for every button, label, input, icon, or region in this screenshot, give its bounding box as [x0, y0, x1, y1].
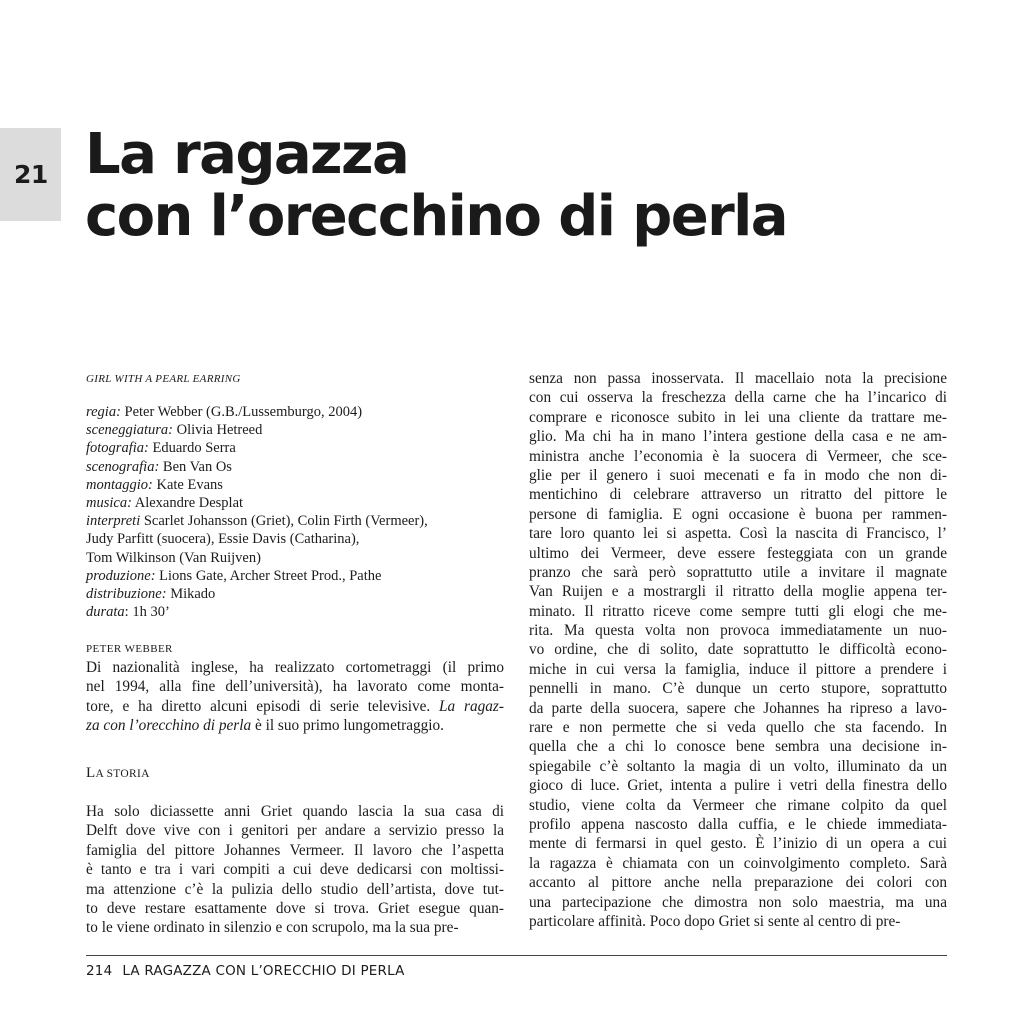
running-title: LA RAGAZZA CON L’ORECCHIO DI PERLA [122, 963, 405, 979]
text-line: miche in cui versa la famiglia, induce il pittore a prendere i [529, 660, 947, 678]
credit-role: montaggio: [86, 476, 153, 493]
page-number: 214 [86, 963, 113, 979]
credit-value: Kate Evans [152, 476, 223, 493]
bio-line: za con l’orecchino di perla è il suo primo lungometraggio. [86, 717, 445, 735]
text-line: ma attenzione c’è la pulizia dello studio dell’artista, dove tut- [86, 880, 504, 898]
title-line-2: con l’orecchino di perla [85, 184, 787, 249]
credit-line [86, 476, 516, 494]
text-line: Van Ruijen e a mostrargli il ritratto della moglie appena ter- [529, 583, 947, 601]
bio-line: nel 1994, alla fine dell’università), ha lavorato come monta- [86, 678, 504, 696]
credit-role: produzione: [86, 567, 156, 584]
story-text-right [529, 369, 947, 931]
text-line: Ha solo diciassette anni Griet quando lascia la sua casa di [86, 803, 504, 820]
credit-value: Lions Gate, Archer Street Prod., Pathe [155, 567, 382, 584]
credit-value: Scarlet Johansson (Griet), Colin Firth (Vermeer), [140, 513, 428, 530]
text-line: glie per il genero i suoi mecenati e fa in modo che non di- [529, 466, 947, 484]
footer-divider [86, 955, 947, 956]
text-line: rare e non permette che si veda quello che sta facendo. In [529, 719, 947, 737]
text-line: ultimo dei Vermeer, deve essere festeggiata con un grande [529, 544, 947, 562]
director-bio [86, 658, 504, 736]
text-line: particolare affinità. Poco dopo Griet si sente al centro di pre- [529, 912, 901, 930]
credit-role: interpreti [86, 513, 141, 530]
director-heading: PETER WEBBER [86, 643, 173, 655]
credit-line [86, 494, 516, 512]
credit-line [86, 403, 516, 421]
text-line: famiglia del pittore Johannes Vermeer. Il lavoro che l’aspetta [86, 841, 504, 859]
chapter-number: 21 [14, 160, 48, 189]
credit-value: Eduardo Serra [148, 440, 236, 457]
text-line: da parte della suocera, sapere che Johannes ha ripreso a lavo- [529, 699, 947, 717]
text-line: con cui osserva la freschezza della carne che ha l’incarico di [529, 389, 947, 407]
credit-role: musica: [86, 495, 132, 512]
credit-value: Mikado [166, 586, 216, 603]
credit-value: Peter Webber (G.B./Lussemburgo, 2004) [120, 404, 363, 420]
text-line: studio, viene colta da Vermeer che rimane colpito da quel [529, 796, 947, 814]
bio-line: Di nazionalità inglese, ha realizzato cortometraggi (il primo [86, 659, 504, 676]
credit-role: durata [86, 604, 125, 621]
title-line-1: La ragazza [85, 122, 409, 187]
text-line: pranzo che sarà però soprattutto utile a invitare il magnate [529, 563, 947, 581]
credit-role: scenografia: [86, 458, 160, 475]
story-heading: LA STORIA [86, 765, 150, 781]
text-line: quella che a chi lo conosce bene sembra una decisione in- [529, 738, 947, 756]
story-text-left [86, 802, 504, 938]
text-line: pennelli in mano. C’è dunque un certo stupore, soprattutto [529, 680, 947, 698]
credit-value: : 1h 30’ [124, 604, 170, 621]
text-line: è tanto e tra i vari compiti a cui deve dedicarsi con moltissi- [86, 861, 504, 879]
text-line: to le viene ordinato in silenzio e con scrupolo, ma la sua pre- [86, 919, 459, 937]
text-line: Delft dove vive con i genitori per andare a servizio presso la [86, 822, 504, 840]
credit-line [86, 530, 516, 548]
text-line: mentichino di celebrare attraverso un ritratto del pittore le [529, 486, 947, 504]
credit-value: Alexandre Desplat [131, 495, 244, 512]
text-line: minato. Il ritratto riceve come sempre tutti gli elogi che me- [529, 602, 947, 620]
text-line: ministra anche l’economia è la suocera di Vermeer, che sce- [529, 447, 947, 465]
credit-role: sceneggiatura: [86, 422, 173, 439]
credit-line [86, 567, 516, 585]
credit-line [86, 549, 516, 567]
text-line: rita. Ma questa volta non provoca immediatamente un nuo- [529, 622, 947, 640]
text-line: accanto al pittore anche nella preparazione dei colori con [529, 874, 947, 892]
running-footer [86, 963, 405, 979]
text-line: la ragazza è chiamata con un coinvolgimento completo. Sarà [529, 854, 947, 872]
original-title: GIRL WITH A PEARL EARRING [86, 373, 241, 385]
credit-value: Ben Van Os [159, 458, 232, 475]
text-line: profilo appena nascosto dalla cuffia, e le chiede immediata- [529, 815, 947, 833]
credit-line [86, 439, 516, 457]
credit-line [86, 512, 516, 530]
text-line: vo ordine, che di solito, date soprattutto le difficoltà econo- [529, 641, 947, 659]
credit-role: distribuzione: [86, 586, 167, 603]
text-line: comprare e riconosce subito in lei una cliente da trattare me- [529, 408, 947, 426]
credit-line [86, 585, 516, 603]
text-line: tare loro quanto lei si aspetta. Così la nascita di Francisco, l’ [529, 525, 947, 543]
text-line: senza non passa inosservata. Il macellaio nota la precisione [529, 370, 947, 387]
text-line: spiegabile c’è soltanto la magia di un volto, illuminato da un [529, 757, 947, 775]
text-line: persone di famiglia. E ogni occasione è buona per rammen- [529, 505, 947, 523]
text-line: to deve restare esattamente dove si trova. Griet esegue quan- [86, 899, 504, 917]
text-line: gioco di luce. Griet, intenta a pulire i vetri della finestra dello [529, 777, 947, 795]
credit-value: Olivia Hetreed [172, 422, 263, 439]
credit-line [86, 603, 516, 621]
text-line: una partecipazione che dimostra non solo maestria, ma una [529, 893, 947, 911]
text-line: mente di fermarsi in quel gesto. È l’inizio di un opera a cui [529, 835, 947, 853]
credit-role: regia: [86, 404, 121, 420]
credit-line [86, 421, 516, 439]
page-title [85, 124, 787, 248]
text-line: glio. Ma chi ha in mano l’intera gestione della casa e ne am- [529, 428, 947, 446]
credits-block [86, 403, 516, 621]
credit-value: Tom Wilkinson (Van Ruijven) [86, 549, 261, 566]
bio-line: tore, e ha diretto alcuni episodi di serie televisive. La ragaz- [86, 697, 504, 715]
credit-line [86, 458, 516, 476]
credit-value: Judy Parfitt (suocera), Essie Davis (Catharina), [86, 531, 360, 548]
credit-role: fotografia: [86, 440, 149, 457]
